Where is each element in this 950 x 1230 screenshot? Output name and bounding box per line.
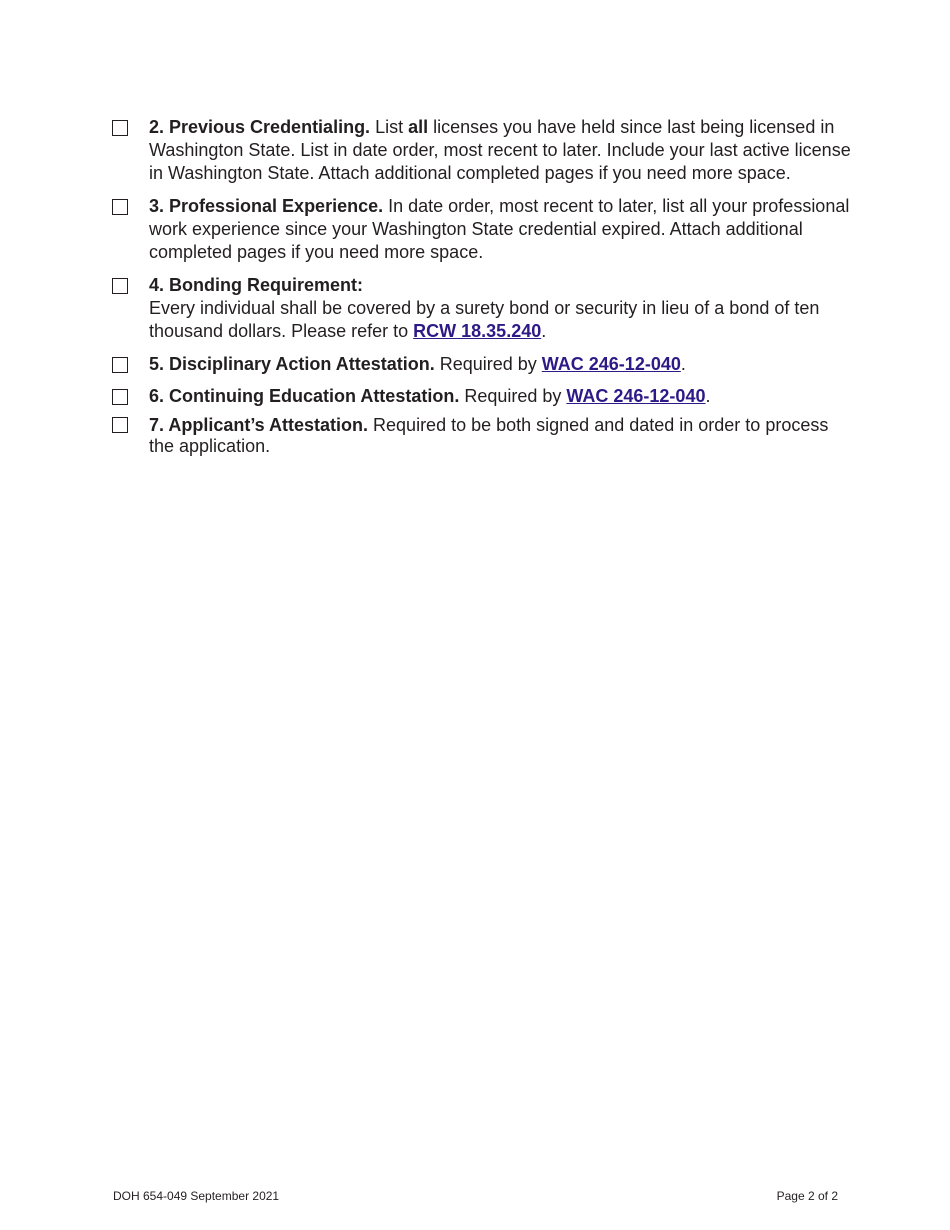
item-text: In date order, most recent to later, list all your professional work experience since your Washington State credential expired. Attach additional completed pages if you need more space. <box>149 196 850 262</box>
item-heading: 3. Professional Experience. <box>149 196 384 216</box>
checkbox[interactable] <box>112 357 128 373</box>
checklist <box>112 116 852 457</box>
checkbox[interactable] <box>112 278 128 294</box>
item-heading: 6. Continuing Education Attestation. <box>149 386 460 406</box>
item-period: . <box>541 321 547 341</box>
item-period: . <box>705 386 711 406</box>
checklist-item-applicant-attestation <box>112 415 852 457</box>
wac-link[interactable]: WAC 246-12-040 <box>541 354 681 374</box>
item-heading: 7. Applicant’s Attestation. <box>149 415 369 435</box>
item-emphasis: all <box>408 117 429 137</box>
item-text: licenses you have held since last being licensed in Washington State. List in date order, most recent to later. Include your last active license in Washington State. Attach additional completed pages if you need more space. <box>149 117 851 183</box>
item-text: Required by <box>459 386 567 406</box>
item-heading: 5. Disciplinary Action Attestation. <box>149 354 435 374</box>
checklist-item-professional-experience <box>112 195 852 264</box>
checkbox[interactable] <box>112 389 128 405</box>
checklist-item-disciplinary-attestation <box>112 353 852 376</box>
item-heading: 4. Bonding Requirement: <box>149 275 364 295</box>
wac-link[interactable]: WAC 246-12-040 <box>566 386 706 406</box>
item-text: List <box>370 117 409 137</box>
checklist-item-bonding-requirement <box>112 274 852 343</box>
item-text: Required to be both signed and dated in order to process the application. <box>149 415 829 456</box>
rcw-link[interactable]: RCW 18.35.240 <box>413 321 542 341</box>
item-period: . <box>680 354 686 374</box>
item-heading: 2. Previous Credentialing. <box>149 117 371 137</box>
checkbox[interactable] <box>112 417 128 433</box>
item-text: Required by <box>434 354 542 374</box>
checklist-item-previous-credentialing <box>112 116 852 185</box>
checklist-item-continuing-education-attestation <box>112 385 852 408</box>
checkbox[interactable] <box>112 199 128 215</box>
footer-page-number: Page 2 of 2 <box>776 1189 838 1203</box>
item-text: Every individual shall be covered by a surety bond or security in lieu of a bond of ten thousand dollars. Please refer to <box>149 298 820 341</box>
checkbox[interactable] <box>112 120 128 136</box>
footer-form-id: DOH 654-049 September 2021 <box>113 1189 280 1203</box>
